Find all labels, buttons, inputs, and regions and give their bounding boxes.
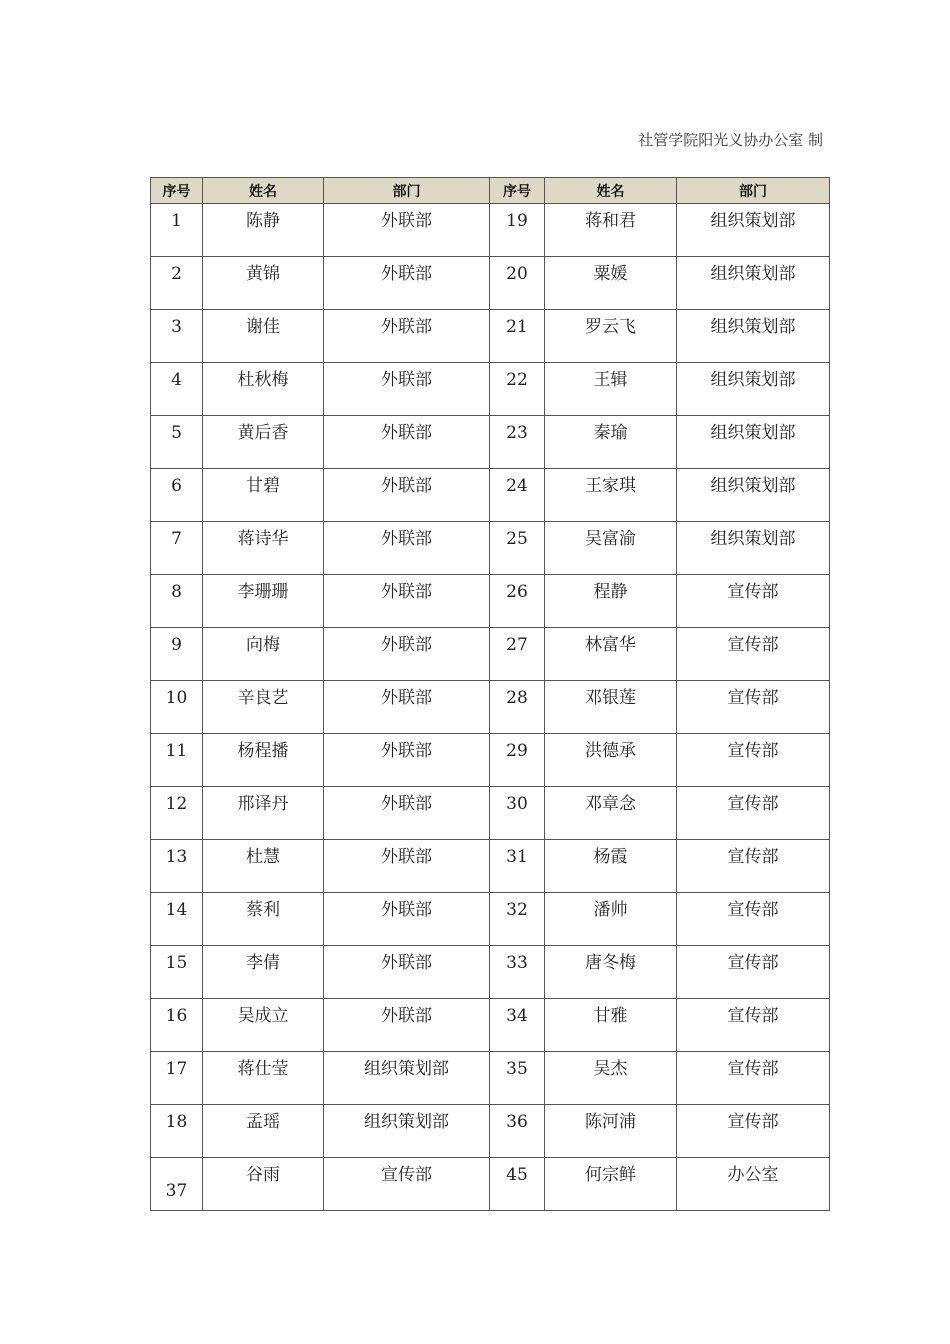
- department-cell: 外联部: [324, 681, 490, 734]
- table-row: [151, 946, 830, 999]
- department-cell: 外联部: [324, 787, 490, 840]
- name-cell: 甘雅: [545, 999, 677, 1052]
- department-cell: 组织策划部: [677, 310, 830, 363]
- department-cell: 外联部: [324, 310, 490, 363]
- index-cell: 35: [490, 1052, 545, 1105]
- department-cell: 宣传部: [324, 1158, 490, 1211]
- name-cell: 蒋仕莹: [203, 1052, 324, 1105]
- department-cell: 组织策划部: [677, 204, 830, 257]
- index-cell: 27: [490, 628, 545, 681]
- index-cell: 20: [490, 257, 545, 310]
- index-cell: 6: [151, 469, 203, 522]
- index-cell: 23: [490, 416, 545, 469]
- department-cell: 外联部: [324, 734, 490, 787]
- name-cell: 孟瑶: [203, 1105, 324, 1158]
- table-row: [151, 416, 830, 469]
- name-cell: 甘碧: [203, 469, 324, 522]
- column-header-index: 序号: [151, 178, 203, 204]
- index-cell: 3: [151, 310, 203, 363]
- table-row: [151, 257, 830, 310]
- name-cell: 杜秋梅: [203, 363, 324, 416]
- index-cell: 15: [151, 946, 203, 999]
- table-header-row: [151, 178, 830, 204]
- table-row: [151, 787, 830, 840]
- name-cell: 邓银莲: [545, 681, 677, 734]
- index-cell: 13: [151, 840, 203, 893]
- department-cell: 外联部: [324, 416, 490, 469]
- department-cell: 外联部: [324, 946, 490, 999]
- index-cell: 14: [151, 893, 203, 946]
- name-cell: 粟媛: [545, 257, 677, 310]
- department-cell: 外联部: [324, 522, 490, 575]
- department-cell: 组织策划部: [677, 522, 830, 575]
- name-cell: 杜慧: [203, 840, 324, 893]
- department-cell: 宣传部: [677, 840, 830, 893]
- table-row: [151, 1105, 830, 1158]
- name-cell: 黄锦: [203, 257, 324, 310]
- name-cell: 吴富渝: [545, 522, 677, 575]
- column-header-name: 姓名: [203, 178, 324, 204]
- department-cell: 宣传部: [677, 787, 830, 840]
- name-cell: 邓章念: [545, 787, 677, 840]
- index-cell: 45: [490, 1158, 545, 1211]
- index-cell: 34: [490, 999, 545, 1052]
- department-cell: 外联部: [324, 469, 490, 522]
- name-cell: 王辑: [545, 363, 677, 416]
- department-cell: 组织策划部: [677, 363, 830, 416]
- department-cell: 组织策划部: [677, 416, 830, 469]
- department-cell: 组织策划部: [324, 1105, 490, 1158]
- index-cell: 10: [151, 681, 203, 734]
- column-header-name: 姓名: [545, 178, 677, 204]
- index-cell: 24: [490, 469, 545, 522]
- index-cell: 32: [490, 893, 545, 946]
- name-cell: 程静: [545, 575, 677, 628]
- name-cell: 邢译丹: [203, 787, 324, 840]
- column-header-department: 部门: [677, 178, 830, 204]
- department-cell: 宣传部: [677, 999, 830, 1052]
- table-body: [151, 204, 830, 1211]
- index-cell: 26: [490, 575, 545, 628]
- table-row: [151, 1158, 830, 1211]
- name-cell: 向梅: [203, 628, 324, 681]
- department-cell: 组织策划部: [677, 469, 830, 522]
- department-cell: 宣传部: [677, 734, 830, 787]
- table-row: [151, 575, 830, 628]
- name-cell: 何宗鲜: [545, 1158, 677, 1211]
- table-author-note: 社管学院阳光义协办公室 制: [638, 131, 823, 149]
- name-cell: 吴杰: [545, 1052, 677, 1105]
- name-cell: 辛良艺: [203, 681, 324, 734]
- table-row: [151, 840, 830, 893]
- name-cell: 李珊珊: [203, 575, 324, 628]
- name-cell: 林富华: [545, 628, 677, 681]
- name-cell: 秦瑜: [545, 416, 677, 469]
- department-cell: 外联部: [324, 575, 490, 628]
- volunteer-roster-table: [150, 177, 830, 1211]
- index-cell: 19: [490, 204, 545, 257]
- name-cell: 罗云飞: [545, 310, 677, 363]
- column-header-index: 序号: [490, 178, 545, 204]
- department-cell: 外联部: [324, 363, 490, 416]
- index-cell: 28: [490, 681, 545, 734]
- name-cell: 吴成立: [203, 999, 324, 1052]
- index-cell: 11: [151, 734, 203, 787]
- index-cell: 25: [490, 522, 545, 575]
- index-cell: 12: [151, 787, 203, 840]
- index-cell: 31: [490, 840, 545, 893]
- name-cell: 蒋和君: [545, 204, 677, 257]
- department-cell: 外联部: [324, 257, 490, 310]
- index-cell: 30: [490, 787, 545, 840]
- department-cell: 办公室: [677, 1158, 830, 1211]
- department-cell: 宣传部: [677, 575, 830, 628]
- table-row: [151, 363, 830, 416]
- name-cell: 谷雨: [203, 1158, 324, 1211]
- table-row: [151, 681, 830, 734]
- department-cell: 组织策划部: [677, 257, 830, 310]
- index-cell: 33: [490, 946, 545, 999]
- index-cell: 16: [151, 999, 203, 1052]
- name-cell: 唐冬梅: [545, 946, 677, 999]
- name-cell: 蔡利: [203, 893, 324, 946]
- department-cell: 宣传部: [677, 1052, 830, 1105]
- index-cell: 37: [151, 1158, 203, 1211]
- department-cell: 宣传部: [677, 628, 830, 681]
- table-row: [151, 522, 830, 575]
- name-cell: 洪德承: [545, 734, 677, 787]
- name-cell: 杨程播: [203, 734, 324, 787]
- index-cell: 2: [151, 257, 203, 310]
- name-cell: 李倩: [203, 946, 324, 999]
- department-cell: 外联部: [324, 840, 490, 893]
- table-row: [151, 310, 830, 363]
- department-cell: 宣传部: [677, 1105, 830, 1158]
- index-cell: 36: [490, 1105, 545, 1158]
- index-cell: 5: [151, 416, 203, 469]
- index-cell: 29: [490, 734, 545, 787]
- column-header-department: 部门: [324, 178, 490, 204]
- name-cell: 蒋诗华: [203, 522, 324, 575]
- department-cell: 组织策划部: [324, 1052, 490, 1105]
- index-cell: 18: [151, 1105, 203, 1158]
- index-cell: 1: [151, 204, 203, 257]
- name-cell: 黄后香: [203, 416, 324, 469]
- name-cell: 陈静: [203, 204, 324, 257]
- index-cell: 17: [151, 1052, 203, 1105]
- department-cell: 宣传部: [677, 893, 830, 946]
- index-cell: 22: [490, 363, 545, 416]
- department-cell: 宣传部: [677, 946, 830, 999]
- department-cell: 外联部: [324, 999, 490, 1052]
- department-cell: 外联部: [324, 204, 490, 257]
- table-row: [151, 469, 830, 522]
- department-cell: 外联部: [324, 628, 490, 681]
- index-cell: 21: [490, 310, 545, 363]
- index-cell: 7: [151, 522, 203, 575]
- table-row: [151, 204, 830, 257]
- table-row: [151, 893, 830, 946]
- department-cell: 外联部: [324, 893, 490, 946]
- department-cell: 宣传部: [677, 681, 830, 734]
- index-cell: 8: [151, 575, 203, 628]
- name-cell: 王家琪: [545, 469, 677, 522]
- name-cell: 谢佳: [203, 310, 324, 363]
- index-cell: 9: [151, 628, 203, 681]
- table-row: [151, 1052, 830, 1105]
- index-cell: 4: [151, 363, 203, 416]
- table-row: [151, 628, 830, 681]
- table-row: [151, 999, 830, 1052]
- name-cell: 杨霞: [545, 840, 677, 893]
- name-cell: 陈河浦: [545, 1105, 677, 1158]
- name-cell: 潘帅: [545, 893, 677, 946]
- table-row: [151, 734, 830, 787]
